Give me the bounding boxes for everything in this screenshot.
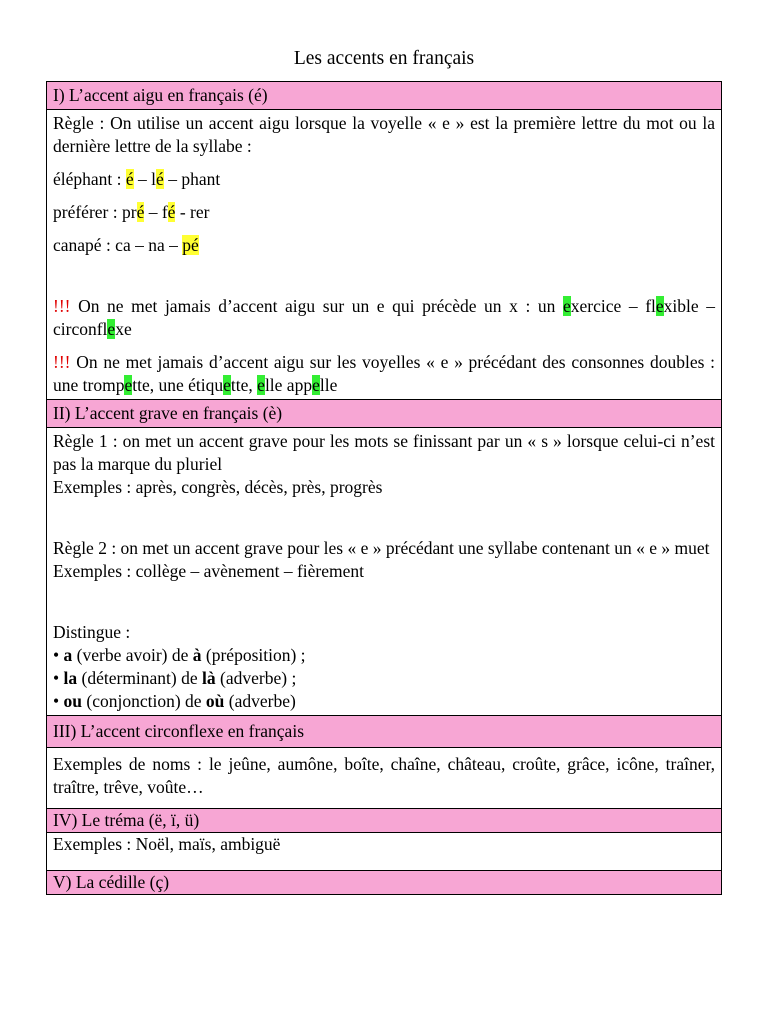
example-elephant: éléphant : é – lé – phant [53, 169, 221, 189]
highlight-green: e [107, 319, 116, 339]
rule-grave-2: Règle 2 : on met un accent grave pour les « e » précédant une syllabe contenant un « e » muet [53, 538, 710, 558]
list-item: • la (déterminant) de là (adverbe) ; [53, 668, 297, 688]
examples-grave-2: Exemples : collège – avènement – fièrement [53, 561, 364, 581]
rule-grave-1: Règle 1 : on met un accent grave pour les mots se finissant par un « s » lorsque celui-ci n’est pas la marque du pluriel [53, 431, 715, 474]
highlight-yellow: é [167, 202, 176, 222]
highlight-green: e [124, 375, 133, 395]
warning-double-consonants: !!! On ne met jamais d’accent aigu sur les voyelles « e » précédant des consonnes doubles : une trompette, une étiquette, elle appelle [53, 352, 715, 395]
highlight-green: e [563, 296, 571, 316]
rule-aigu: Règle : On utilise un accent aigu lorsque la voyelle « e » est la première lettre du mot ou la dernière lettre de la syllabe : [53, 113, 715, 156]
section-body-circonflexe: Exemples de noms : le jeûne, aumône, boîte, chaîne, château, croûte, grâce, icône, traîner, traître, trêve, voûte… [47, 748, 722, 809]
highlight-yellow: é [125, 169, 134, 189]
section-header-circonflexe: III) L’accent circonflexe en français [47, 716, 722, 748]
section-header-cedille: V) La cédille (ç) [47, 871, 722, 895]
highlight-yellow: pé [182, 235, 199, 255]
warning-marks: !!! [53, 352, 71, 372]
examples-grave-1: Exemples : après, congrès, décès, près, progrès [53, 477, 383, 497]
section-header-aigu: I) L’accent aigu en français (é) [47, 82, 722, 110]
warning-x: !!! On ne met jamais d’accent aigu sur un e qui précède un x : un exercice – flexible – circonflexe [53, 296, 715, 339]
section-header-grave: II) L’accent grave en français (è) [47, 400, 722, 428]
accents-table [46, 81, 722, 895]
highlight-green: e [223, 375, 231, 395]
section-body-aigu [47, 110, 722, 400]
list-item: • a (verbe avoir) de à (préposition) ; [53, 645, 306, 665]
list-item: • ou (conjonction) de où (adverbe) [53, 691, 296, 711]
highlight-green: e [312, 375, 320, 395]
example-preferer: préférer : pré – fé - rer [53, 202, 210, 222]
distinguish-label: Distingue : [53, 622, 131, 642]
highlight-yellow: é [156, 169, 164, 189]
highlight-green: e [257, 375, 265, 395]
highlight-yellow: é [136, 202, 145, 222]
section-header-trema: IV) Le tréma (ë, ï, ü) [47, 809, 722, 833]
section-body-trema: Exemples : Noël, maïs, ambiguë [47, 833, 722, 871]
warning-marks: !!! [53, 296, 71, 316]
section-body-grave [47, 428, 722, 716]
example-canape: canapé : ca – na – pé [53, 235, 199, 255]
page-title: Les accents en français [293, 48, 475, 69]
highlight-green: e [655, 296, 664, 316]
